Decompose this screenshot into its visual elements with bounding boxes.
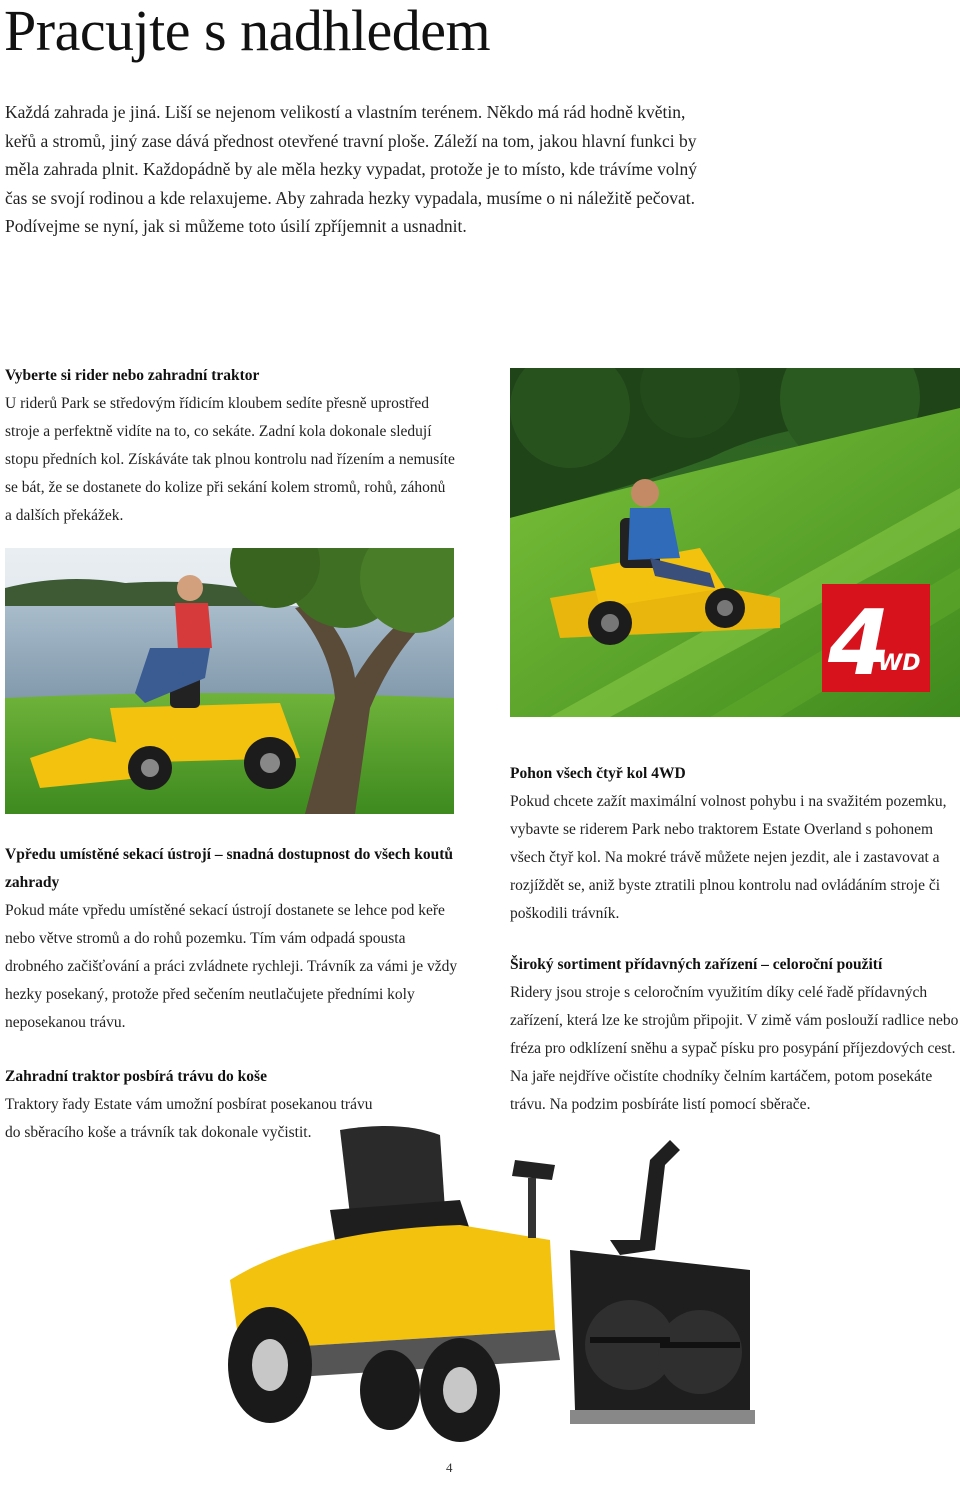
section-body: U riderů Park se středovým řídicím kloubem sedíte přesně uprostřed stroje a perfektně vidíte na to, co sekáte. Zadní kola dokonale sledují stopu předních kol. Získáváte tak plnou kontrolu nad řízením a nemusíte se bát, že se dostanete do kolize při sekání kolem stromů, rohů, záhonů a dalších překážek. [5, 395, 455, 524]
badge-4wd [822, 584, 930, 696]
photo-rider-snow-thrower [160, 1120, 760, 1450]
section-heading: Vpředu umístěné sekací ústrojí – snadná dostupnost do všech koutů zahrady [5, 846, 454, 891]
section-heading: Pohon všech čtyř kol 4WD [510, 765, 686, 782]
section-4wd [510, 760, 960, 928]
section-body: Pokud chcete zažít maximální volnost pohybu i na svažitém pozemku, vybavte se riderem Park nebo traktorem Estate Overland s pohonem všech čtyř kol. Na mokré trávě můžete nejen jezdit, ale i zastavovat a rozjíždět se, aniž byste ztratili plnou kontrolu nad ovládáním stroje či poškodili trávník. [510, 793, 947, 922]
section-body: Pokud máte vpředu umístěné sekací ústrojí dostanete se lehce pod keře nebo větve stromů a do rohů pozemku. Tím vám odpadá spousta drobného začišťování a práci zvládnete rychleji. Trávník za vámi je vždy hezky posekaný, protože před sečením neutlačujete předními koly neposekanou trávu. [5, 902, 458, 1031]
wheel [228, 1307, 312, 1423]
section-attachments [510, 951, 960, 1119]
intro-paragraph: Každá zahrada je jiná. Liší se nejenom velikostí a vlastním terénem. Někdo má rád hodně květin, keřů a stromů, jiný zase dává přednost otevřené travní ploše. Záleží na tom, jakou hlavní funkci by měla zahrada plnit. Každopádně by ale měla hezky vypadat, protože je to místo, kde trávíme volný čas se svojí rodinou a kde relaxujeme. Aby zahrada hezky vypadala, musíme o ni náležitě pečovat. Podívejme se nyní, jak si můžeme toto úsilí zpříjemnit a usnadnit. [5, 102, 697, 236]
wheel [360, 1350, 420, 1430]
badge-number: 4 [828, 591, 891, 696]
photo-4wd-rider [510, 368, 960, 717]
photo-front-deck-rider [5, 548, 454, 814]
page-number: 4 [446, 1460, 453, 1475]
section-heading: Široký sortiment přídavných zařízení – celoroční použití [510, 956, 883, 973]
section-body: Ridery jsou stroje s celoročním využitím díky celé řadě přídavných zařízení, která lze ke strojům připojit. V zimě vám poslouží radlice nebo fréza pro odklízení sněhu a sypač písku pro posypání příjezdových cest. Na jaře nejdříve očistíte chodníky čelním kartáčem, potom posekáte trávu. Na podzim posbíráte listí pomocí sběrače. [510, 984, 959, 1113]
page-title: Pracujte s nadhledem [4, 0, 491, 63]
wheel [420, 1338, 500, 1442]
section-heading: Vyberte si rider nebo zahradní traktor [5, 367, 260, 384]
section-body: Traktory řady Estate vám umožní posbírat posekanou trávu do sběracího koše a trávník tak dokonale vyčistit. [5, 1096, 373, 1141]
section-rider [5, 362, 455, 530]
section-front-deck [5, 841, 465, 1037]
badge-suffix: WD [878, 651, 921, 676]
section-heading: Zahradní traktor posbírá trávu do koše [5, 1068, 267, 1085]
